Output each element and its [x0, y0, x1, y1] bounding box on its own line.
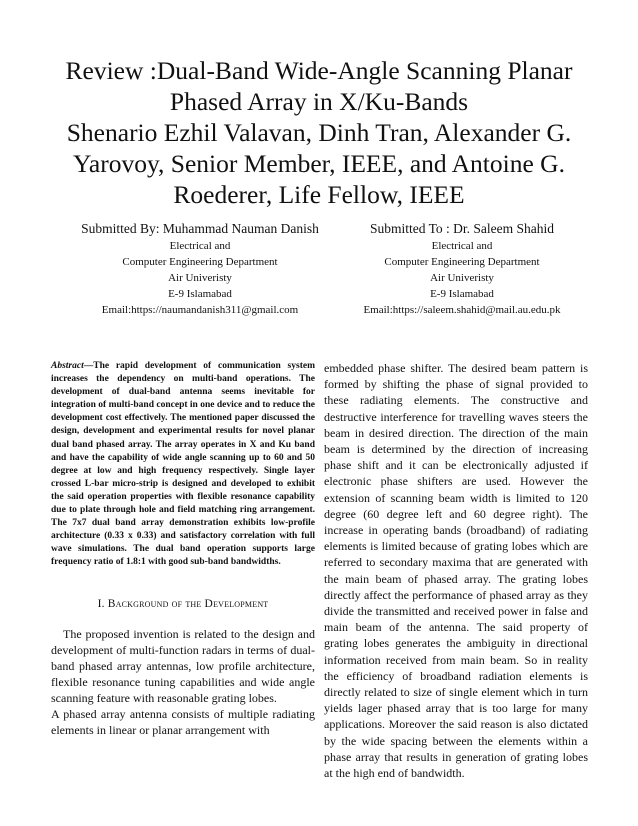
- paper-title: [40, 55, 598, 210]
- abstract-text: —The rapid development of communication system increases the dependency on multi-band operations. The development of dual-band antenna seems inevitable for integration of multi-band concept in one device and to reduce the development cost effectively. The mentioned paper discussed the design, development and experimental results for novel planar dual band phased array. The array operates in X and Ku band and have the capability of wide angle scanning up to 60 and 50 degree at low and high frequency respectively. Single layer crossed L-bar micro-strip is designed and developed to exhibit the said operation properties with flexible resonance capability due to plate through hole and field matching ring arrangement. The 7x7 dual band array demonstration exhibits low-profile architecture (0.33 x 0.33) and satisfactory correlation with full wave simulations. The dual band operation supports large frequency ratio of 1.8:1 with good sub-band bandwidths.: [51, 361, 315, 568]
- author-left: [56, 220, 344, 318]
- title-authors: Shenario Ezhil Valavan, Dinh Tran, Alexander G. Yarovoy, Senior Member, IEEE, and Antoine G. Roederer, Life Fellow, IEEE: [66, 118, 572, 209]
- abstract: [51, 360, 315, 570]
- author-right-email: Email:https://saleem.shahid@mail.au.edu.pk: [363, 304, 561, 316]
- author-right-line3: Air Univeristy: [430, 272, 494, 284]
- author-left-line4: E-9 Islamabad: [168, 288, 232, 300]
- author-left-email: Email:https://naumandanish311@gmail.com: [101, 304, 299, 316]
- author-left-role: Submitted By: Muhammad Nauman Danish: [81, 221, 319, 236]
- author-block: [0, 220, 638, 320]
- author-right-role: Submitted To : Dr. Saleem Shahid: [369, 221, 555, 236]
- right-column: [324, 360, 588, 781]
- section-paragraph-2: A phased array antenna consists of multiple radiating elements in linear or planar arrangement with: [51, 706, 315, 737]
- author-right-line1: Electrical and: [431, 240, 493, 252]
- author-right: [335, 220, 589, 318]
- abstract-label: Abstract: [51, 361, 84, 371]
- author-left-line2: Computer Engineering Department: [122, 256, 278, 268]
- section-paragraph-1: The proposed invention is related to the design and development of multi-function radars in terms of dual-band phased array antennas, low profile architecture, flexible resonance tuning capabilities and wide angle scanning feature with reasonable grating lobes.: [51, 626, 315, 705]
- right-column-paragraph: embedded phase shifter. The desired beam pattern is formed by shifting the phase of signal provided to these radiating elements. The constructive and destructive interference for travelling waves steers the beam in desired direction. The direction of the main beam is determined by the direction of increasing phase shift and it can be electronically adjusted if electronic phase shifters are used. However the extension of scanning beam width is limited to 120 degree (60 degree left and 60 degree right). The increase in operating bands (broadband) of radiating elements is limited because of grating lobes which are referred to secondary maxima that are generated with the main beam of phased array. The grating lobes directly affect the performance of phased array as they divide the transmitted and received power in false and main beam of the antenna. The said property of grating lobes generates the ambiguity in directional information received from main beam. So in reality the efficiency of broadband radiation elements is directly related to size of single element which in turn yields lager phased array that is too large for many applications. Moreover the said reason is also dictated by the wide spacing between the elements within a phase array that results in generation of grating lobes at the high end of bandwidth.: [324, 361, 588, 781]
- title-main: Review :Dual-Band Wide-Angle Scanning Planar Phased Array in X/Ku-Bands: [65, 56, 573, 116]
- author-right-line2: Computer Engineering Department: [384, 256, 540, 268]
- author-left-line1: Electrical and: [169, 240, 231, 252]
- section-heading: I. Background of the Development: [97, 597, 269, 610]
- author-right-line4: E-9 Islamabad: [430, 288, 494, 300]
- author-left-line3: Air Univeristy: [168, 272, 232, 284]
- left-column: [51, 360, 315, 738]
